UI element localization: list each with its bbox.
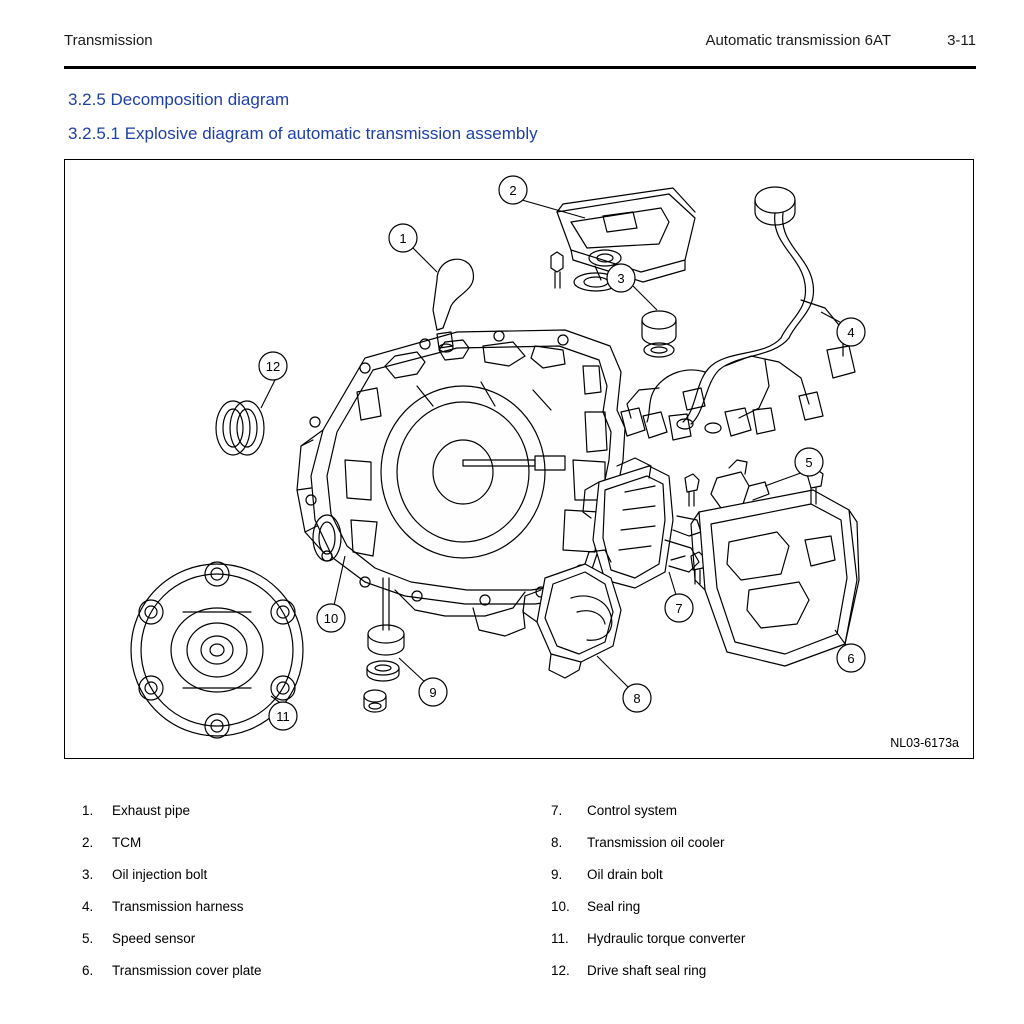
svg-text:12: 12: [265, 359, 281, 374]
legend-number: 4.: [82, 899, 94, 914]
list-item: [64, 859, 519, 891]
legend-number: 7.: [551, 803, 563, 818]
list-item: [64, 891, 519, 923]
svg-text:7: 7: [675, 601, 683, 616]
svg-text:3: 3: [617, 271, 625, 286]
legend-label: Oil injection bolt: [112, 867, 208, 882]
svg-text:10: 10: [323, 611, 339, 626]
svg-text:6: 6: [847, 651, 855, 666]
list-item: [64, 827, 519, 859]
svg-text:8: 8: [633, 691, 641, 706]
list-item: [519, 955, 974, 987]
figure-code: NL03-6173a: [890, 736, 959, 750]
legend-label: Transmission harness: [112, 899, 244, 914]
svg-text:2: 2: [509, 183, 517, 198]
legend-label: Oil drain bolt: [587, 867, 663, 882]
exploded-assembly-drawing: [65, 160, 972, 757]
legend-label: Seal ring: [587, 899, 641, 914]
list-item: [519, 923, 974, 955]
legend-label: Hydraulic torque converter: [587, 931, 746, 946]
list-item: [64, 955, 519, 987]
page-number: 3-11: [947, 32, 976, 49]
legend-label: Control system: [587, 803, 678, 818]
list-item: [519, 891, 974, 923]
page-header: [64, 32, 976, 64]
drive-shaft-seal-ring-shape: [216, 401, 264, 455]
legend-label: Drive shaft seal ring: [587, 963, 707, 978]
list-item: [519, 827, 974, 859]
header-right-group: [705, 32, 976, 49]
svg-text:5: 5: [805, 455, 813, 470]
svg-text:9: 9: [429, 685, 437, 700]
list-item: [519, 859, 974, 891]
legend-number: 10.: [551, 899, 570, 914]
transmission-cover-plate-shape: [691, 468, 859, 666]
header-divider: [64, 66, 976, 69]
svg-text:1: 1: [399, 231, 407, 246]
svg-text:11: 11: [276, 709, 290, 724]
legend-number: 11.: [551, 931, 569, 946]
subsection-heading: 3.2.5.1 Explosive diagram of automatic transmission assembly: [68, 124, 538, 143]
legend-label: Transmission oil cooler: [587, 835, 725, 850]
figure-legend: [64, 795, 974, 987]
legend-number: 5.: [82, 931, 94, 946]
oil-drain-bolt-shape: [364, 578, 404, 712]
list-item: [519, 795, 974, 827]
list-item: [64, 923, 519, 955]
section-heading: 3.2.5 Decomposition diagram: [68, 90, 290, 109]
legend-number: 12.: [551, 963, 570, 978]
figure-explosive-diagram: [64, 159, 974, 759]
legend-label: TCM: [112, 835, 142, 850]
legend-number: 1.: [82, 803, 94, 818]
legend-number: 8.: [551, 835, 563, 850]
legend-label: Speed sensor: [112, 931, 196, 946]
legend-number: 3.: [82, 867, 94, 882]
legend-column-right: [519, 795, 974, 987]
list-item: [64, 795, 519, 827]
header-left-title: Transmission: [64, 32, 153, 49]
legend-column-left: [64, 795, 519, 987]
legend-label: Transmission cover plate: [112, 963, 262, 978]
header-document-title: Automatic transmission 6AT: [705, 32, 892, 49]
svg-text:4: 4: [847, 325, 855, 340]
legend-number: 2.: [82, 835, 94, 850]
legend-label: Exhaust pipe: [112, 803, 191, 818]
legend-number: 9.: [551, 867, 563, 882]
legend-number: 6.: [82, 963, 94, 978]
